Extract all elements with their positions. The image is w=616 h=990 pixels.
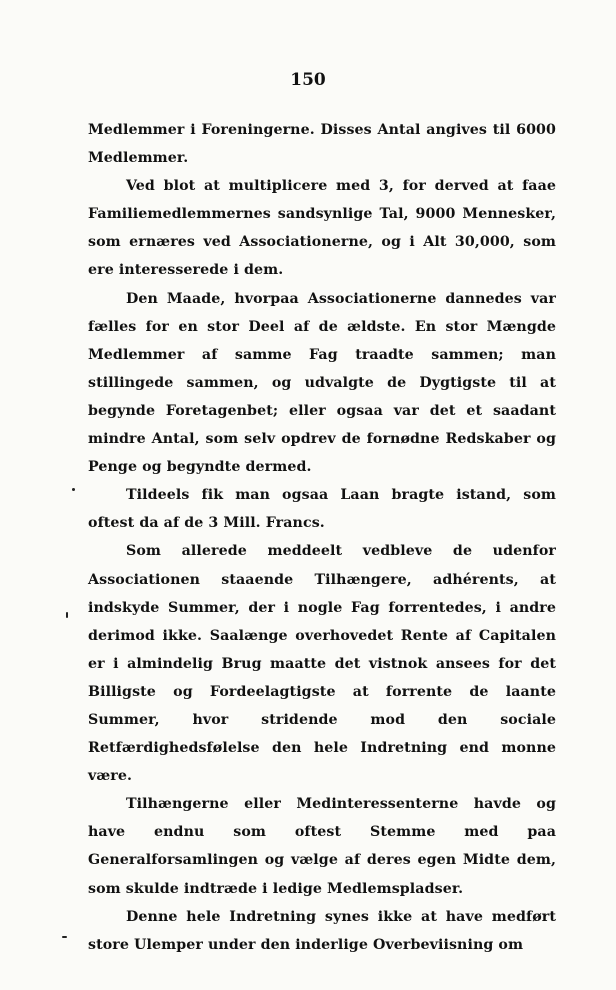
paragraph-arrangement: Denne hele Indretning synes ikke at have medført store Ulemper under den inderlige Overbeviisning om	[88, 908, 556, 953]
body-text	[88, 116, 556, 959]
paragraph-multiplication: Ved blot at multiplicere med 3, for derved at faae Familiemedlemmernes sandsynlige Tal, 9000 Mennesker, som ernæres ved Associationerne, og i Alt 30,000, som ere interesserede i dem.	[88, 178, 556, 279]
paragraph-loans: Tildeels fik man ogsaa Laan bragte istand, som oftest da af de 3 Mill. Francs.	[88, 487, 556, 532]
paragraph-formation: Den Maade, hvorpaa Associationerne dannedes var fælles for en stor Deel af de ældste. En stor Mængde Medlemmer af samme Fag traadte sammen; man stillingede sammen, og udvalgte de Dygtigste til at begynde Foretagenbet; eller ogsaa var det et saadant mindre Antal, som selv opdrev de fornødne Redskaber og Penge og begyndte dermed.	[88, 290, 556, 476]
print-speck	[66, 612, 68, 618]
print-speck	[72, 488, 75, 491]
paragraph-adherents: Som allerede meddeelt vedbleve de udenfor Associationen staaende Tilhængere, adhérents, at indskyde Summer, der i nogle Fag forrentedes, i andre derimod ikke. Saalænge overhovedet Rente af Capitalen er i almindelig Brug maatte det vistnok ansees for det Billigste og Fordeelagtigste at forrente de laante Summer, hvor stridende mod den sociale Retfærdighedsfølelse den hele Indretning end monne være.	[88, 543, 556, 785]
print-speck	[62, 936, 67, 938]
paragraph-continuation: Medlemmer i Foreningerne. Disses Antal angives til 6000 Medlemmer.	[88, 122, 556, 167]
paragraph-voting: Tilhængerne eller Medinteressenterne havde og have endnu som oftest Stemme med paa Generalforsamlingen og vælge af deres egen Midte dem, som skulde indtræde i ledige Medlemspladser.	[88, 796, 556, 897]
page-number: 150	[290, 70, 326, 90]
